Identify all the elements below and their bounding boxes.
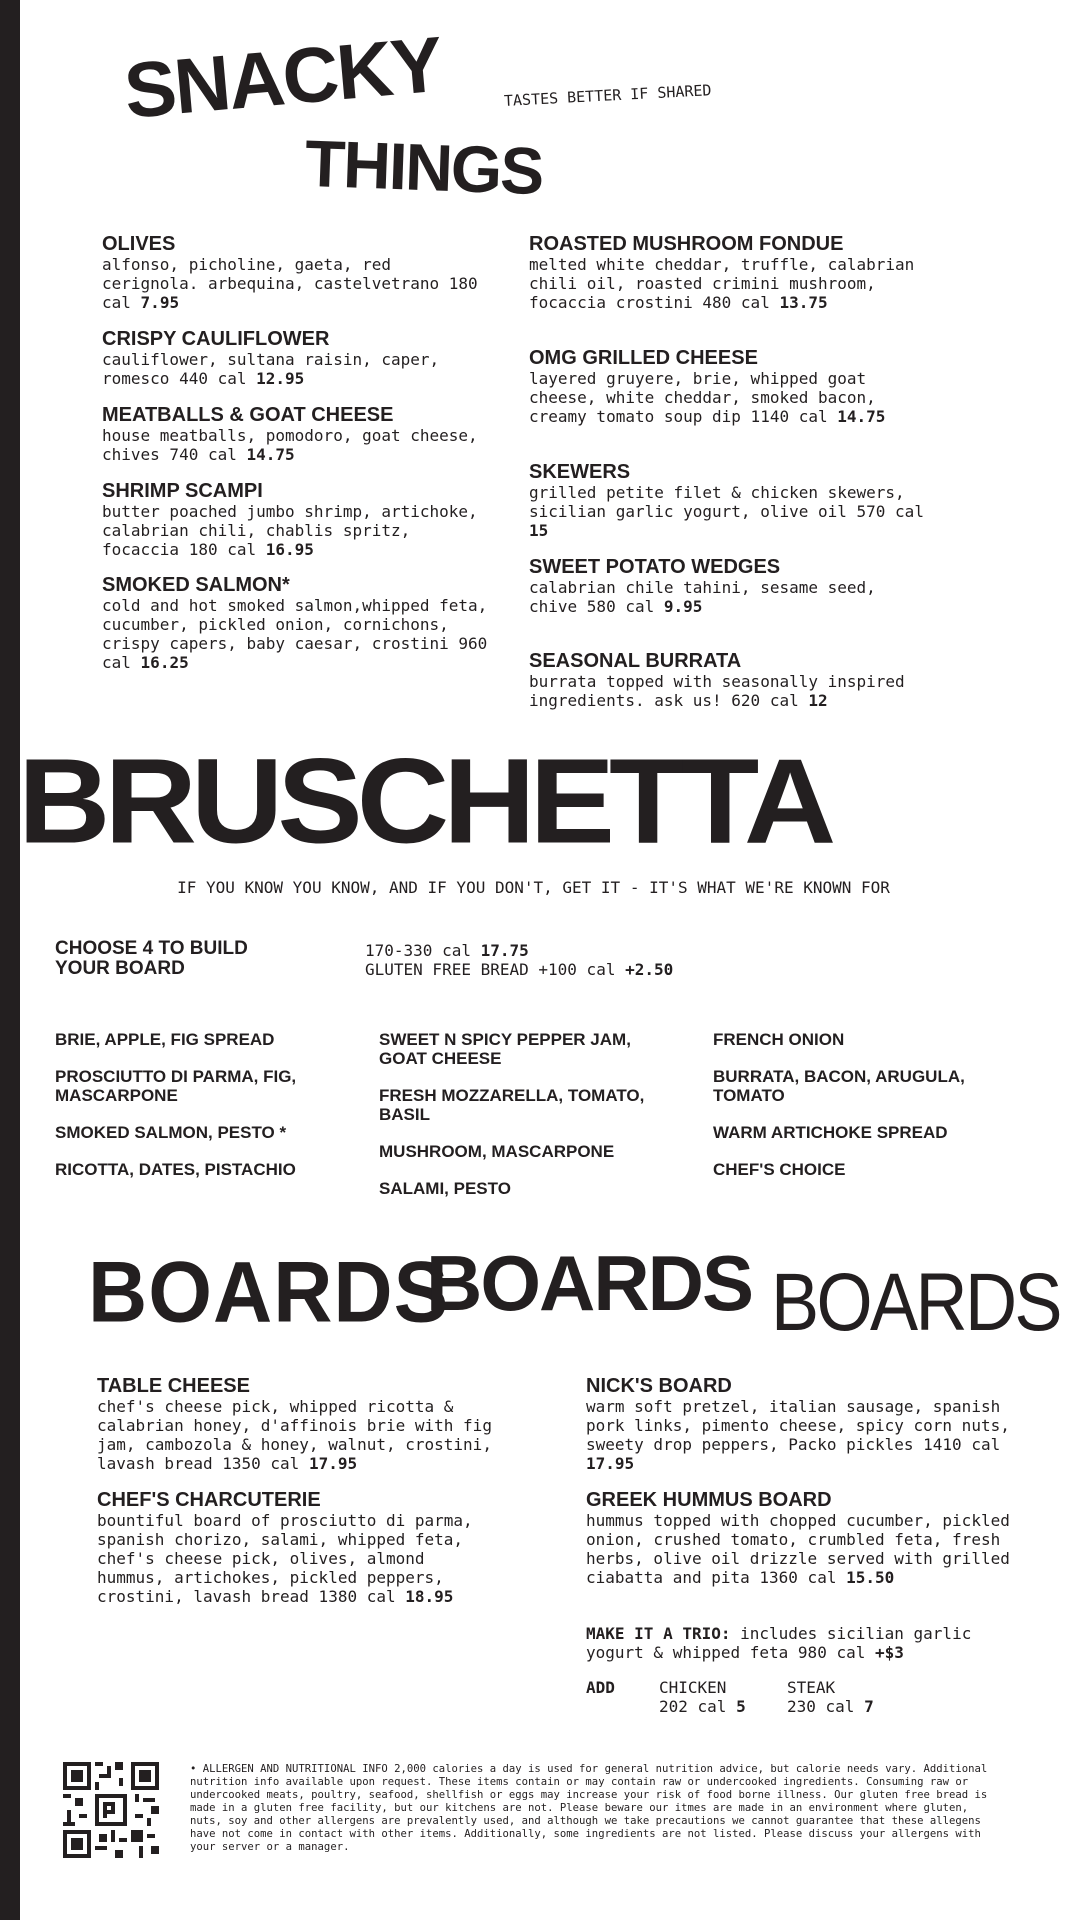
menu-item-desc-text: melted white cheddar, truffle, calabrian chili oil, roasted crimini mushroom, focaccia crostini 480 cal (529, 255, 915, 312)
bruschetta-price: 17.75 (480, 941, 529, 960)
menu-item-desc-text: chef's cheese pick, whipped ricotta & calabrian honey, d'affinois brie with fig jam, cambozola & honey, walnut, crostini, lavash bread 1350 cal (97, 1397, 492, 1473)
choose-line-2: YOUR BOARD (55, 958, 185, 979)
menu-item-description (529, 369, 929, 426)
bruschetta-topping: CHEF'S CHOICE (713, 1160, 846, 1179)
menu-item (529, 347, 929, 426)
topping-column-3 (713, 1030, 1013, 1197)
menu-item-price: 7.95 (140, 293, 180, 312)
menu-item-description (586, 1397, 1016, 1473)
menu-item (102, 404, 492, 464)
bruschetta-topping: PROSCIUTTO DI PARMA, FIG, MASCARPONE (55, 1067, 297, 1105)
menu-item-description (102, 596, 492, 672)
menu-item (97, 1375, 492, 1473)
menu-item-name: OMG GRILLED CHEESE (529, 347, 758, 369)
menu-item-name: SEASONAL BURRATA (529, 650, 742, 672)
trio-text: includes sicilian garlic yogurt & whipped feta 980 cal (586, 1624, 972, 1662)
qr-code-icon[interactable] (63, 1762, 159, 1858)
choose-instruction (55, 939, 315, 979)
menu-item-description (529, 483, 929, 540)
menu-item-desc-text: grilled petite filet & chicken skewers, sicilian garlic yogurt, olive oil 570 cal (529, 483, 924, 521)
menu-item-price: 13.75 (779, 293, 828, 312)
bruschetta-topping: BURRATA, BACON, ARUGULA, TOMATO (713, 1067, 965, 1105)
section-title-bruschetta: BRUSCHETTA (18, 734, 831, 869)
menu-item-description (102, 502, 492, 559)
bruschetta-topping: RICOTTA, DATES, PISTACHIO (55, 1160, 296, 1179)
gluten-free-line (365, 960, 673, 979)
section-title-things: THINGS (303, 125, 544, 209)
make-it-a-trio (586, 1624, 1026, 1662)
menu-item-price: 17.95 (586, 1454, 635, 1473)
menu-item-name: MEATBALLS & GOAT CHEESE (102, 404, 394, 426)
menu-item-desc-text: cauliflower, sultana raisin, caper, romesco 440 cal (102, 350, 440, 388)
menu-item-price: 15.50 (846, 1568, 895, 1587)
left-black-bar (0, 0, 20, 1920)
topping-column-2 (379, 1030, 669, 1216)
menu-item-price: 18.95 (405, 1587, 454, 1606)
menu-item-description (586, 1511, 1016, 1587)
add-steak (787, 1678, 874, 1716)
menu-item (102, 328, 492, 388)
allergen-disclaimer: • ALLERGEN AND NUTRITIONAL INFO 2,000 calories a day is used for general nutrition advice, but calorie needs vary. Additional nutrition info available upon request. These items contain or may contain raw or undercooked ingredients. Consuming raw or undercooked meats, poultry, seafood, shellfish or eggs may increase your risk of food borne illness. Our gluten free bread is made in a gluten free facility, but our kitchens are not. Please beware our itmes are made in an environment where gluten, nuts, soy and other allergens are prevalently used, and although we take precautions we cannot guarantee that these allegens have not come in contact with other items. Additionally, some ingredients are not listed. Please discuss your allergens with your server or a manager. (190, 1763, 988, 1853)
add-steak-line (787, 1697, 874, 1716)
add-chicken-cal: 202 cal (659, 1697, 727, 1716)
menu-item-desc-text: burrata topped with seasonally inspired ingredients. ask us! 620 cal (529, 672, 905, 710)
bruschetta-topping: FRENCH ONION (713, 1030, 845, 1049)
gluten-free-text: GLUTEN FREE BREAD +100 cal (365, 960, 616, 979)
menu-item (102, 480, 492, 559)
menu-item-price: 14.75 (837, 407, 886, 426)
menu-item-desc-text: house meatballs, pomodoro, goat cheese, chives 740 cal (102, 426, 478, 464)
menu-item (586, 1375, 1016, 1473)
section-title-snacky: SNACKY (120, 19, 445, 135)
add-label (586, 1678, 615, 1697)
menu-item-description (529, 672, 929, 710)
bruschetta-topping: FRESH MOZZARELLA, TOMATO, BASIL (379, 1086, 645, 1124)
menu-item-price: 16.25 (140, 653, 189, 672)
menu-item-description (102, 350, 492, 388)
choose-line-1: CHOOSE 4 TO BUILD (55, 938, 248, 959)
menu-item-description (529, 578, 929, 616)
snacky-tagline: TASTES BETTER IF SHARED (503, 81, 712, 110)
menu-item-desc-text: butter poached jumbo shrimp, artichoke, calabrian chili, chablis spritz, focaccia 180 cal (102, 502, 478, 559)
menu-item-price: 9.95 (663, 597, 703, 616)
section-title-boards-1: BOARDS (88, 1244, 450, 1341)
section-title-boards-3: BOARDS (771, 1257, 1060, 1348)
menu-item-desc-text: layered gruyere, brie, whipped goat cheese, white cheddar, smoked bacon, creamy tomato soup dip 1140 cal (529, 369, 876, 426)
bruschetta-topping: MUSHROOM, MASCARPONE (379, 1142, 615, 1161)
menu-item-name: GREEK HUMMUS BOARD (586, 1489, 832, 1511)
bruschetta-topping: SWEET N SPICY PEPPER JAM, GOAT CHEESE (379, 1030, 631, 1068)
bruschetta-topping: WARM ARTICHOKE SPREAD (713, 1123, 948, 1142)
menu-item (529, 556, 929, 616)
menu-item-price: 12 (808, 691, 828, 710)
menu-item-desc-text: calabrian chile tahini, sesame seed, chive 580 cal (529, 578, 876, 616)
add-chicken (659, 1678, 746, 1716)
menu-item-desc-text: warm soft pretzel, italian sausage, spanish pork links, pimento cheese, spicy corn nuts, sweety drop peppers, Packo pickles 1410 cal (586, 1397, 1010, 1454)
menu-item (102, 574, 492, 672)
menu-item (97, 1489, 492, 1606)
menu-item (529, 233, 929, 312)
menu-item-description (97, 1511, 492, 1606)
menu-item-name: CRISPY CAULIFLOWER (102, 328, 330, 350)
menu-item-name: SWEET POTATO WEDGES (529, 556, 781, 578)
menu-item-description (529, 255, 929, 312)
menu-item (529, 461, 929, 540)
menu-item-desc-text: hummus topped with chopped cucumber, pickled onion, crushed tomato, crumbled feta, fresh herbs, olive oil drizzle served with grilled ciabatta and pita 1360 cal (586, 1511, 1010, 1587)
menu-item-price: 15 (529, 521, 549, 540)
add-steak-name: STEAK (787, 1678, 836, 1697)
section-title-boards-2: BOARDS (426, 1239, 753, 1327)
menu-item-desc-text: bountiful board of prosciutto di parma, spanish chorizo, salami, whipped feta, chef's cheese pick, olives, almond hummus, artichokes, pickled peppers, crostini, lavash bread 1380 cal (97, 1511, 473, 1606)
topping-column-1 (55, 1030, 345, 1197)
bruschetta-tagline: IF YOU KNOW YOU KNOW, AND IF YOU DON'T, GET IT - IT'S WHAT WE'RE KNOWN FOR (177, 878, 890, 897)
trio-price: +$3 (875, 1643, 904, 1662)
bruschetta-price-info (365, 941, 673, 979)
menu-item (529, 650, 929, 710)
add-chicken-name: CHICKEN (659, 1678, 727, 1697)
trio-label: MAKE IT A TRIO: (586, 1624, 731, 1643)
menu-item-name: CHEF'S CHARCUTERIE (97, 1489, 321, 1511)
menu-item-desc-text: alfonso, picholine, gaeta, red cerignola. arbequina, castelvetrano 180 cal (102, 255, 478, 312)
menu-item-name: TABLE CHEESE (97, 1375, 250, 1397)
menu-item-name: SMOKED SALMON* (102, 574, 290, 596)
gluten-free-price: +2.50 (625, 960, 674, 979)
menu-item-desc-text: cold and hot smoked salmon,whipped feta, cucumber, pickled onion, cornichons, crispy capers, baby caesar, crostini 960 cal (102, 596, 488, 672)
menu-item (102, 233, 492, 312)
menu-item-price: 14.75 (246, 445, 295, 464)
menu-item-description (102, 426, 492, 464)
menu-item-name: SKEWERS (529, 461, 631, 483)
menu-item-description (102, 255, 492, 312)
add-steak-price: 7 (864, 1697, 874, 1716)
add-chicken-line (659, 1697, 746, 1716)
menu-item (586, 1489, 1016, 1587)
menu-item-name: NICK'S BOARD (586, 1375, 732, 1397)
bruschetta-cal: 170-330 cal (365, 941, 471, 960)
menu-item-price: 12.95 (256, 369, 305, 388)
menu-item-price: 16.95 (265, 540, 314, 559)
bruschetta-topping: SALAMI, PESTO (379, 1179, 511, 1198)
add-chicken-price: 5 (736, 1697, 746, 1716)
add-label-text: ADD (586, 1678, 615, 1697)
bruschetta-topping: SMOKED SALMON, PESTO * (55, 1123, 287, 1142)
bruschetta-topping: BRIE, APPLE, FIG SPREAD (55, 1030, 275, 1049)
bruschetta-price-line (365, 941, 673, 960)
menu-item-price: 17.95 (308, 1454, 358, 1473)
menu-item-name: SHRIMP SCAMPI (102, 480, 263, 502)
menu-item-name: ROASTED MUSHROOM FONDUE (529, 233, 844, 255)
menu-item-description (97, 1397, 492, 1473)
add-steak-cal: 230 cal (787, 1697, 855, 1716)
menu-item-name: OLIVES (102, 233, 176, 255)
